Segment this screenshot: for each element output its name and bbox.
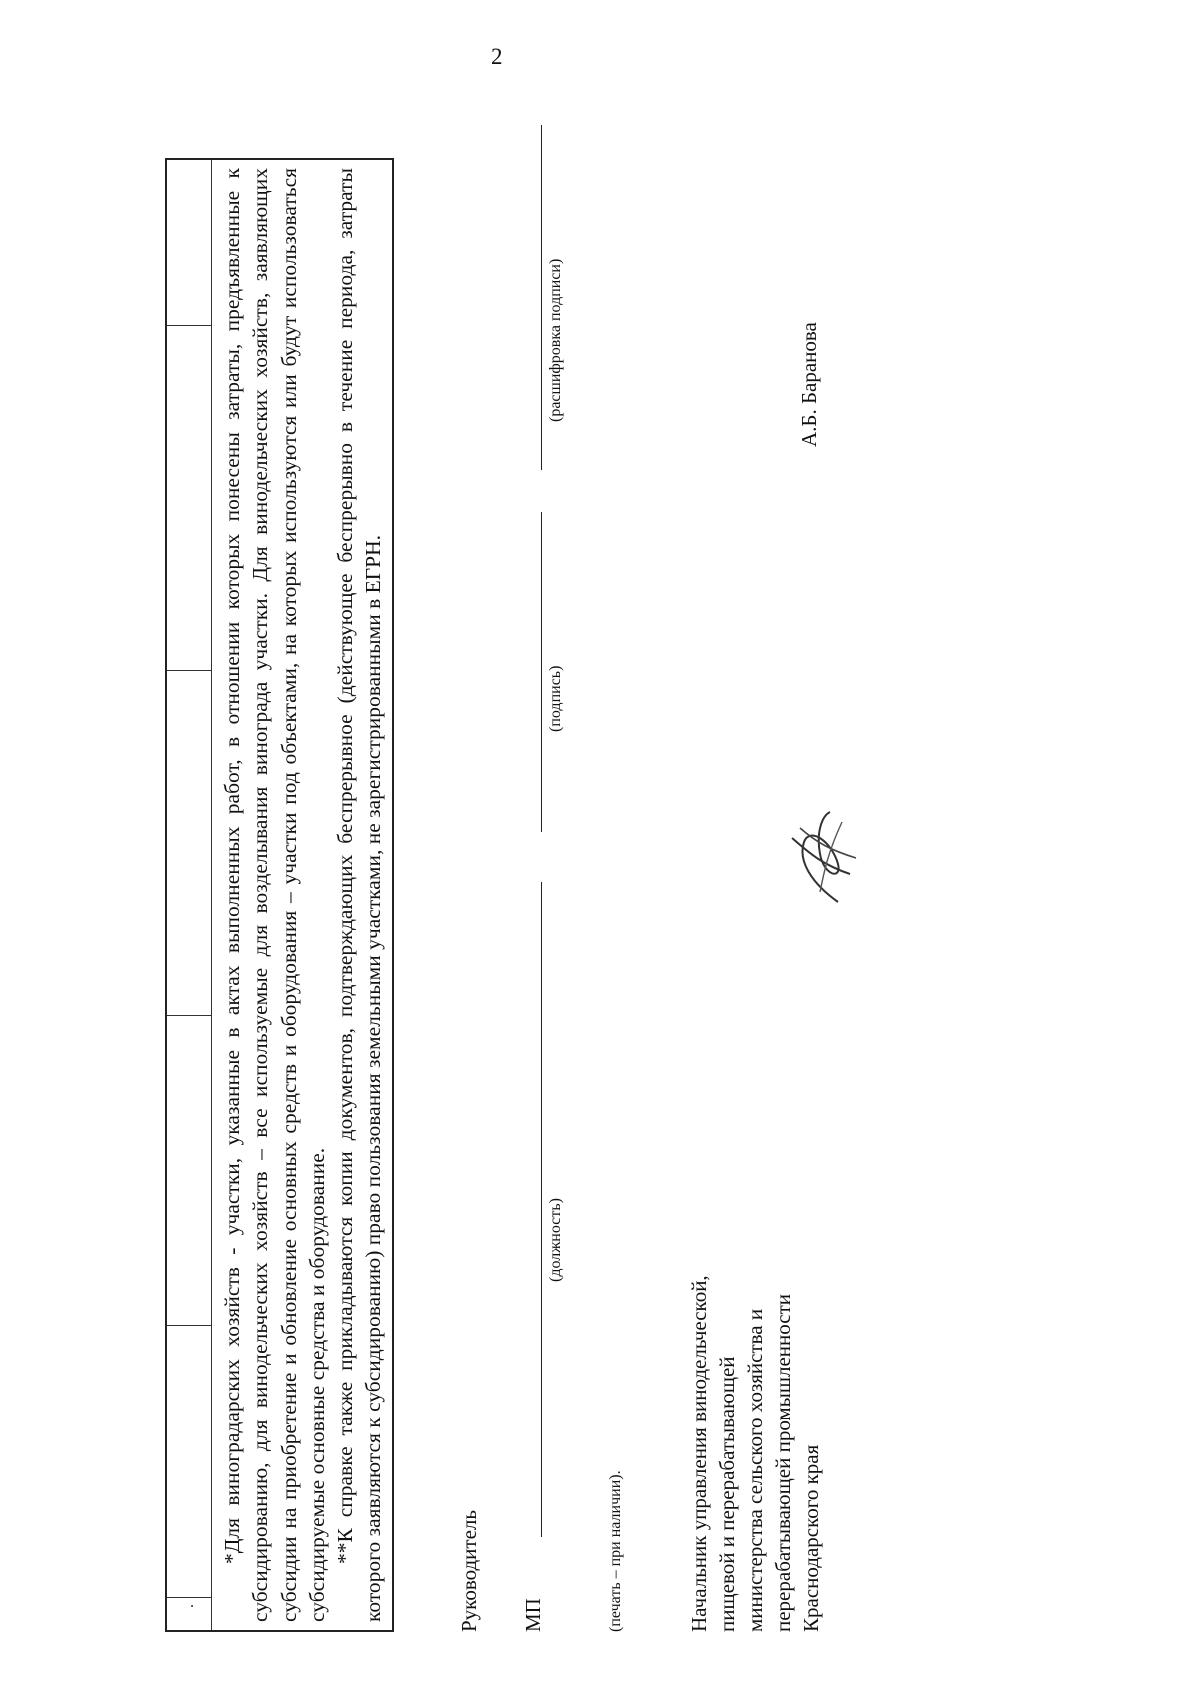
signature-line — [541, 512, 542, 832]
rotated-content — [165, 104, 1005, 1672]
chief-title-line: министерства сельского хозяйства и — [743, 1308, 767, 1632]
signature-block — [457, 152, 697, 1632]
chief-title — [685, 1275, 825, 1632]
table-cell — [166, 159, 212, 326]
approval-block — [685, 152, 905, 1632]
table-cell — [166, 326, 212, 671]
footnote-cell — [212, 159, 393, 1631]
chief-title-line: перерабатывающей промышленности — [771, 1293, 795, 1632]
chief-title-line: пищевой и перерабатывающей — [715, 1356, 739, 1632]
page-number: 2 — [491, 44, 503, 69]
table-cell — [166, 1326, 212, 1598]
position-line — [541, 882, 542, 1537]
table-cell — [166, 1598, 212, 1631]
table-cell — [166, 671, 212, 1016]
footnote-2: **К справке также прикладываются копии документов, подтверждающих беспрерывное (действующее беспрерывно в течение периода, затраты которого заявляются к субсидированию) право пользования земельными участками, не зарегистрированными в ЕГРН. — [333, 168, 386, 1622]
position-caption: (должность) — [547, 1198, 564, 1282]
table-cell — [166, 1016, 212, 1326]
table-row — [166, 159, 212, 1631]
decode-caption: (расшифровка подписи) — [547, 258, 564, 422]
chief-title-line: Краснодарского края — [799, 1444, 823, 1632]
footnote-1: *Для виноградарских хозяйств - участки, указанные в актах выполненных работ, в отношении которых понесены затраты, предъявленные к субсидированию, для винодельческих хозяйств – все используемые для возделывания винограда участки. Для винодельческих хозяйств, заявляющих субсидии на приобретение и обновление основных средств и оборудования – участки под объектами, на которых используются или будут использоваться субсидируемые основные средства и оборудование. — [220, 168, 329, 1622]
table-row — [212, 159, 393, 1631]
head-label: Руководитель — [457, 1510, 481, 1632]
decode-line — [541, 125, 542, 470]
handwritten-signature-icon — [780, 802, 870, 912]
chief-name: А.Б. Баранова — [797, 322, 821, 447]
seal-place-label: МП — [521, 1598, 545, 1632]
row-mark: . — [180, 1604, 197, 1608]
stamp-note: (печать – при наличии). — [607, 1470, 624, 1632]
chief-title-line: Начальник управления винодельческой, — [687, 1275, 711, 1632]
signature-caption: (подпись) — [547, 665, 564, 732]
requirements-table — [165, 158, 394, 1632]
